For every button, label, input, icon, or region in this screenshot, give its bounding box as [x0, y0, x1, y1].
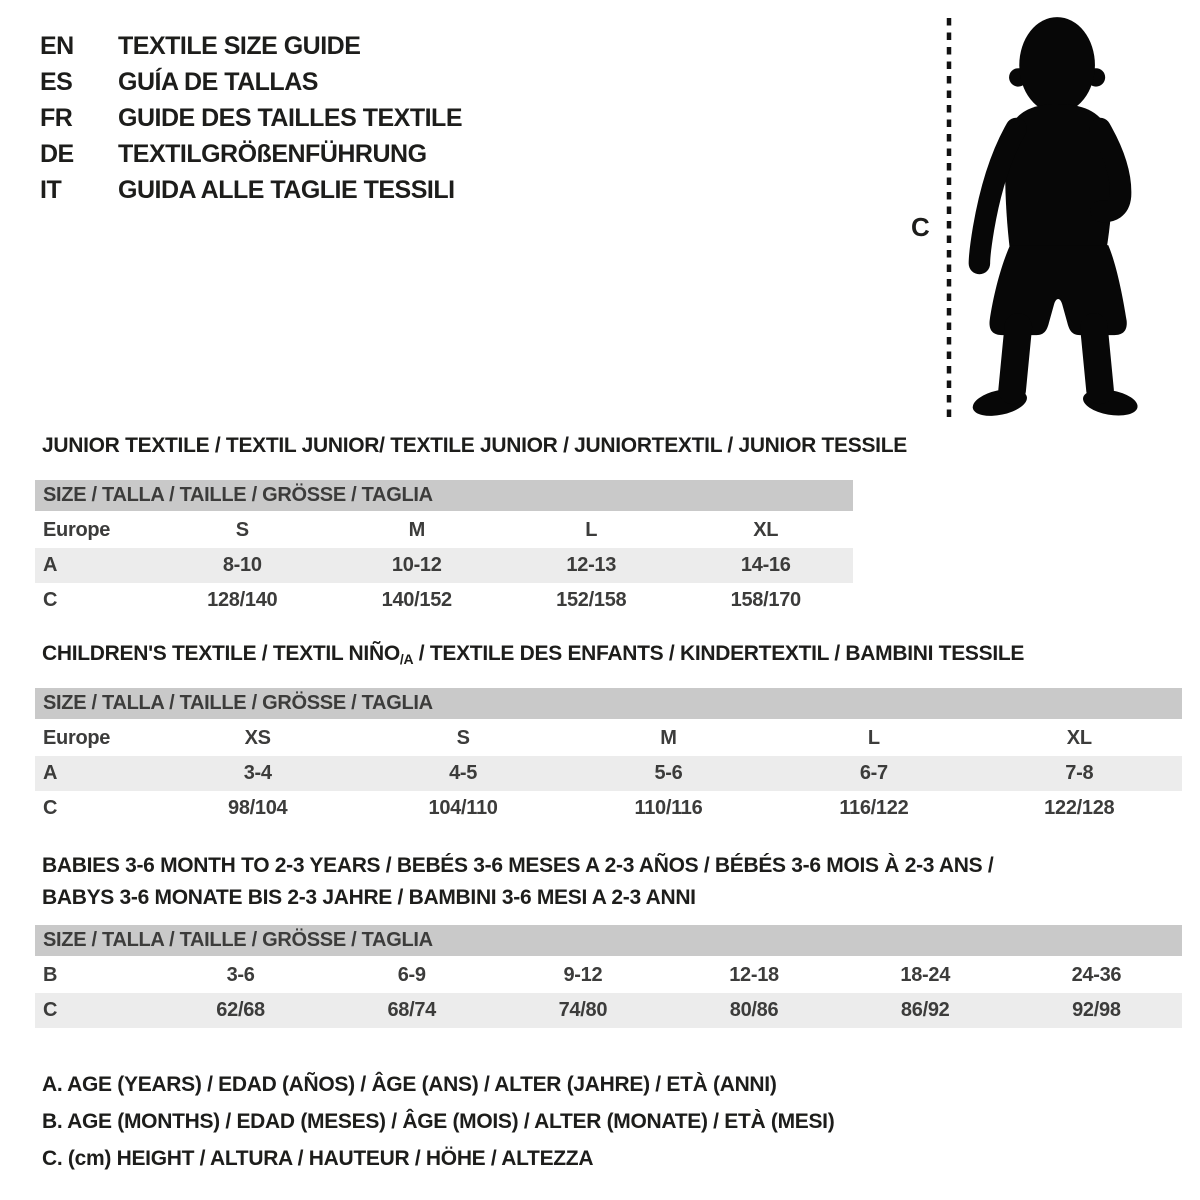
language-title: TEXTILE SIZE GUIDE: [118, 31, 361, 60]
babies-size-header-bar: SIZE / TALLA / TAILLE / GRÖSSE / TAGLIA: [35, 925, 1182, 956]
row-label: B: [43, 964, 58, 986]
table-cell: 122/128: [1044, 797, 1115, 819]
language-code: ES: [40, 67, 73, 96]
row-label: C: [43, 999, 58, 1021]
language-title: TEXTILGRÖßENFÜHRUNG: [118, 139, 427, 168]
table-cell: 140/152: [381, 589, 452, 611]
row-label: A: [43, 762, 58, 784]
children-title-post: / TEXTILE DES ENFANTS / KINDERTEXTIL / BAMBINI TESSILE: [413, 642, 1025, 665]
language-row-en: [40, 28, 462, 64]
toddler-silhouette-icon: [963, 14, 1141, 423]
table-row: [35, 548, 853, 583]
table-row: [35, 993, 1182, 1028]
table-cell: M: [408, 519, 425, 541]
row-label: A: [43, 554, 58, 576]
table-row: [35, 513, 853, 548]
height-measure-label-c: C: [911, 212, 930, 242]
table-cell: 12-18: [729, 964, 779, 986]
table-cell: 8-10: [222, 554, 262, 576]
table-cell: 12-13: [566, 554, 617, 576]
table-cell: 110/116: [634, 797, 703, 819]
table-cell: 80/86: [729, 999, 779, 1021]
junior-section-title: JUNIOR TEXTILE / TEXTIL JUNIOR/ TEXTILE JUNIOR / JUNIORTEXTIL / JUNIOR TESSILE: [42, 434, 907, 457]
table-cell: 128/140: [207, 589, 278, 611]
table-cell: 9-12: [563, 964, 603, 986]
row-label: C: [43, 589, 58, 611]
row-label: C: [43, 797, 58, 819]
table-cell: L: [867, 727, 880, 749]
language-title-list: [40, 28, 462, 208]
children-size-header-bar: SIZE / TALLA / TAILLE / GRÖSSE / TAGLIA: [35, 688, 1182, 719]
table-cell: 6-7: [859, 762, 888, 784]
table-cell: M: [660, 727, 677, 749]
babies-size-table: [35, 925, 1182, 1028]
language-row-it: [40, 172, 462, 208]
table-cell: L: [585, 519, 598, 541]
table-cell: 116/122: [839, 797, 909, 819]
table-cell: 7-8: [1065, 762, 1094, 784]
table-cell: XS: [244, 727, 271, 749]
table-cell: 18-24: [900, 964, 951, 986]
language-code: FR: [40, 103, 73, 132]
language-title: GUIDA ALLE TAGLIE TESSILI: [118, 175, 455, 204]
table-cell: 68/74: [387, 999, 437, 1021]
table-row: [35, 958, 1182, 993]
table-cell: 3-6: [226, 964, 255, 986]
table-cell: 3-4: [243, 762, 272, 784]
table-row: [35, 721, 1182, 756]
language-row-de: [40, 136, 462, 172]
babies-title-line-1: BABIES 3-6 MONTH TO 2-3 YEARS / BEBÉS 3-6 MESES A 2-3 AÑOS / BÉBÉS 3-6 MOIS À 2-3 ANS /: [42, 854, 994, 877]
table-cell: S: [456, 727, 470, 749]
table-cell: S: [235, 519, 249, 541]
table-cell: 74/80: [558, 999, 608, 1021]
height-measure-figure: [905, 8, 1165, 428]
language-code: IT: [40, 175, 62, 204]
legend-line-a: A. AGE (YEARS) / EDAD (AÑOS) / ÂGE (ANS) / ALTER (JAHRE) / ETÀ (ANNI): [42, 1073, 777, 1096]
table-cell: 24-36: [1071, 964, 1122, 986]
junior-size-header-bar: SIZE / TALLA / TAILLE / GRÖSSE / TAGLIA: [35, 480, 853, 511]
table-cell: 158/170: [730, 589, 801, 611]
table-row: [35, 756, 1182, 791]
table-cell: 92/98: [1072, 999, 1121, 1021]
table-cell: 86/92: [900, 999, 950, 1021]
children-section-title: [42, 642, 1024, 667]
legend: [42, 1066, 834, 1177]
table-cell: 6-9: [397, 964, 426, 986]
table-cell: XL: [753, 519, 779, 541]
table-row: [35, 583, 853, 618]
language-row-fr: [40, 100, 462, 136]
language-row-es: [40, 64, 462, 100]
table-row: [35, 791, 1182, 826]
legend-line-c: C. (cm) HEIGHT / ALTURA / HAUTEUR / HÖHE / ALTEZZA: [42, 1147, 594, 1170]
table-cell: 104/110: [428, 797, 498, 819]
children-size-table: [35, 688, 1182, 826]
table-cell: 98/104: [228, 797, 288, 819]
language-code: EN: [40, 31, 74, 60]
children-title-subscript: /A: [399, 651, 414, 667]
row-label: Europe: [43, 727, 111, 749]
babies-section-title: [42, 850, 993, 914]
table-cell: 14-16: [740, 554, 791, 576]
row-label: Europe: [43, 519, 111, 541]
children-title-pre: CHILDREN'S TEXTILE / TEXTIL NIÑO: [42, 642, 400, 665]
height-dashed-line-icon: [945, 16, 953, 420]
table-cell: 4-5: [449, 762, 478, 784]
language-code: DE: [40, 139, 74, 168]
table-cell: 5-6: [654, 762, 683, 784]
language-title: GUÍA DE TALLAS: [118, 67, 318, 96]
table-cell: XL: [1066, 727, 1092, 749]
language-title: GUIDE DES TAILLES TEXTILE: [118, 103, 463, 132]
babies-title-line-2: BABYS 3-6 MONATE BIS 2-3 JAHRE / BAMBINI 3-6 MESI A 2-3 ANNI: [42, 886, 696, 909]
junior-size-table: [35, 480, 853, 618]
legend-line-b: B. AGE (MONTHS) / EDAD (MESES) / ÂGE (MOIS) / ALTER (MONATE) / ETÀ (MESI): [42, 1110, 835, 1133]
table-cell: 152/158: [556, 589, 627, 611]
table-cell: 10-12: [391, 554, 442, 576]
table-cell: 62/68: [216, 999, 265, 1021]
